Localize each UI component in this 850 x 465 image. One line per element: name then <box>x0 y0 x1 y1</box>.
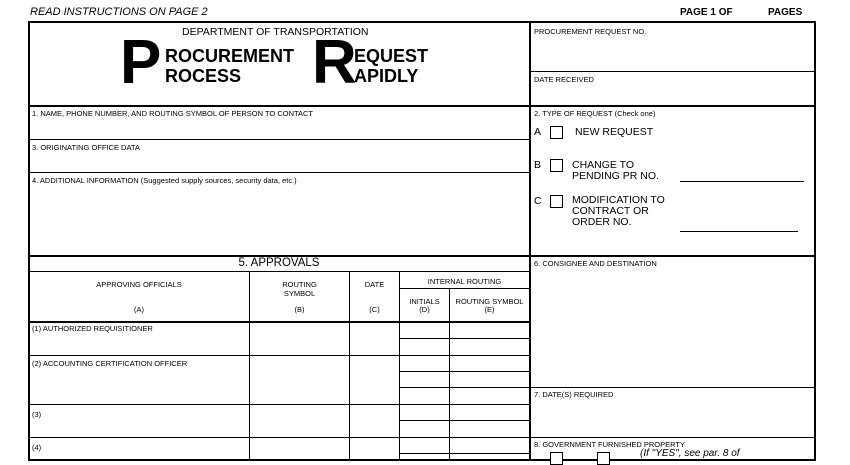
col-routing-symbol-code: (E) <box>484 305 495 314</box>
col-routing-1: ROUTING <box>282 280 317 289</box>
col-routing-2: SYMBOL <box>283 289 316 298</box>
col-officials-code: (A) <box>134 305 144 314</box>
gfp-note: (If "YES", see par. 8 of <box>640 448 740 459</box>
consignee-label: 6. CONSIGNEE AND DESTINATION <box>534 259 657 268</box>
row-authorized-requisitioner: (1) AUTHORIZED REQUISITIONER <box>32 324 153 333</box>
col-routing-code: (B) <box>294 305 305 314</box>
pages-label: PAGES <box>768 7 803 18</box>
field4-label: 4. ADDITIONAL INFORMATION (Suggested supply sources, security data, etc.) <box>32 176 297 185</box>
word-equest: EQUEST <box>354 46 429 66</box>
row-4: (4) <box>32 443 42 452</box>
option-a-checkbox[interactable] <box>550 126 563 139</box>
internal-routing: INTERNAL ROUTING <box>427 277 502 286</box>
option-b-checkbox[interactable] <box>550 159 563 172</box>
date-received-field[interactable] <box>530 86 814 104</box>
option-c-checkbox[interactable] <box>550 195 563 208</box>
col-initials-code: (D) <box>419 305 430 314</box>
additional-info-field[interactable] <box>30 188 528 254</box>
option-c-label-1: MODIFICATION TO <box>572 194 665 206</box>
option-b-label-2: PENDING PR NO. <box>572 170 659 182</box>
option-a-letter: A <box>534 126 542 138</box>
col-routing-symbol: ROUTING SYMBOL <box>455 297 524 306</box>
option-c-letter: C <box>534 195 542 207</box>
pr-no-label: PROCUREMENT REQUEST NO. <box>534 27 647 36</box>
option-c-label-2: CONTRACT OR <box>572 205 649 217</box>
date-received-label: DATE RECEIVED <box>534 75 594 84</box>
option-c-label-3: ORDER NO. <box>572 216 632 228</box>
col-officials: APPROVING OFFICIALS <box>96 280 182 289</box>
gfp-checkbox-2[interactable] <box>597 452 610 465</box>
department-title: DEPARTMENT OF TRANSPORTATION <box>182 26 369 38</box>
word-rocess: ROCESS <box>165 66 242 86</box>
col-date: DATE <box>364 280 385 289</box>
row-accounting-officer: (2) ACCOUNTING CERTIFICATION OFFICER <box>32 359 188 368</box>
page-label: PAGE 1 OF <box>680 7 733 18</box>
field3-label: 3. ORIGINATING OFFICE DATA <box>32 143 140 152</box>
pending-pr-line[interactable] <box>680 181 804 182</box>
option-b-label-1: CHANGE TO <box>572 159 635 171</box>
read-instructions: READ INSTRUCTIONS ON PAGE 2 <box>30 6 208 18</box>
word-rocurement: ROCUREMENT <box>165 46 294 66</box>
col-date-code: (C) <box>369 305 380 314</box>
option-a-label: NEW REQUEST <box>575 126 654 138</box>
approvals-title: 5. APPROVALS <box>238 257 320 269</box>
gfp-checkbox-1[interactable] <box>550 452 563 465</box>
gfp-label: 8. GOVERNMENT FURNISHED PROPERTY <box>534 440 685 449</box>
dates-required-label: 7. DATE(S) REQUIRED <box>534 390 614 399</box>
contact-field[interactable] <box>30 120 528 138</box>
big-letter-r: R <box>312 28 357 97</box>
big-letter-p: P <box>120 28 162 97</box>
dates-required-field[interactable] <box>530 401 814 435</box>
col-initials: INITIALS <box>409 297 440 306</box>
pr-no-field[interactable] <box>530 38 814 70</box>
request-type-label: 2. TYPE OF REQUEST (Check one) <box>534 109 656 118</box>
consignee-field[interactable] <box>530 270 814 386</box>
originating-office-field[interactable] <box>30 154 528 171</box>
field1-label: 1. NAME, PHONE NUMBER, AND ROUTING SYMBOL OF PERSON TO CONTACT <box>32 109 314 118</box>
row-3: (3) <box>32 410 42 419</box>
option-b-letter: B <box>534 159 542 171</box>
word-apidly: APIDLY <box>354 66 419 86</box>
order-no-line[interactable] <box>680 231 798 232</box>
